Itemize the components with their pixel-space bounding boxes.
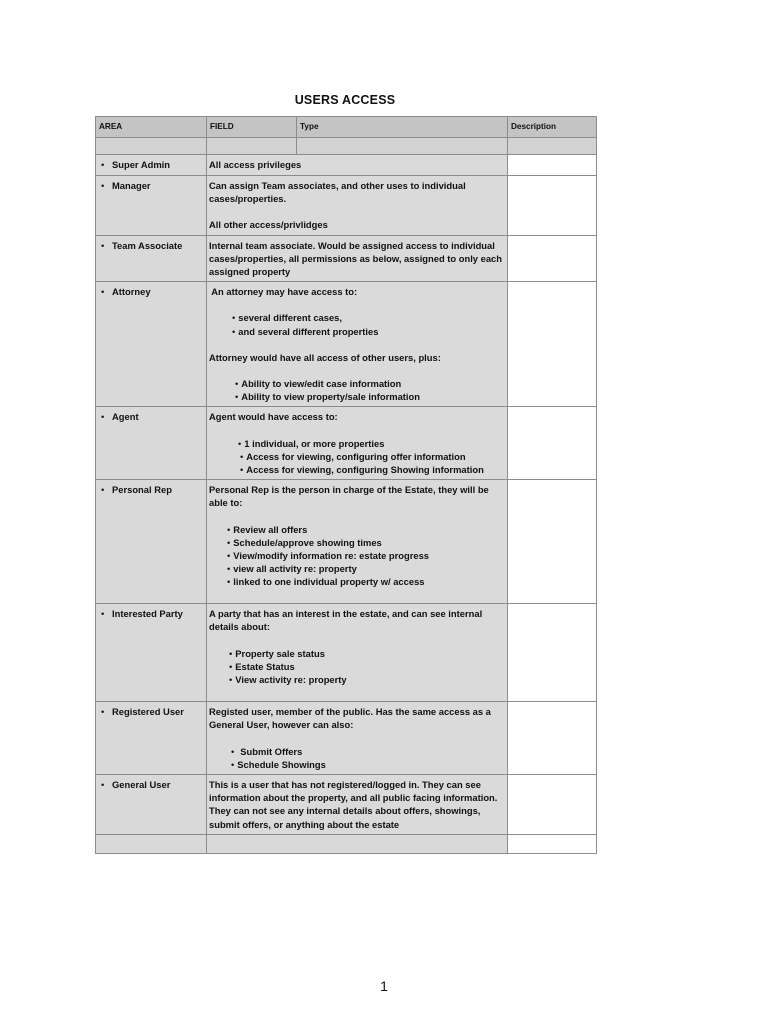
- bullet-icon: •: [229, 674, 233, 686]
- bullet-icon: •: [101, 608, 105, 620]
- bullet-icon: •: [101, 159, 105, 170]
- bullet-icon: •: [229, 647, 233, 659]
- list-item: • several different cases,: [232, 312, 343, 324]
- bullet-icon: •: [231, 745, 235, 757]
- area-label: General User: [112, 779, 171, 791]
- list-item: • Property sale status: [229, 647, 325, 659]
- list-item: • linked to one individual property w/ access: [227, 576, 425, 588]
- area-label: Personal Rep: [112, 484, 172, 496]
- area-cell: [96, 702, 207, 775]
- area-cell: [96, 282, 207, 407]
- area-cell: [96, 604, 207, 702]
- description-cell: [508, 176, 597, 236]
- list-item: • Schedule/approve showing times: [227, 536, 382, 548]
- table-row: [96, 407, 597, 480]
- table-spacer-row: [96, 138, 597, 155]
- table-row: [96, 702, 597, 775]
- bullet-icon: •: [101, 484, 105, 496]
- list-item: • Access for viewing, configuring offer information: [240, 450, 466, 462]
- description-cell: [508, 775, 597, 835]
- field-text: Attorney would have all access of other users, plus:: [209, 351, 441, 363]
- area-cell: [96, 235, 207, 282]
- area-label: Registered User: [112, 706, 184, 718]
- field-cell: [207, 235, 508, 282]
- description-cell: [508, 604, 597, 702]
- field-text: An attorney may have access to:: [209, 286, 358, 298]
- field-cell: [207, 480, 508, 604]
- table-row: [96, 480, 597, 604]
- bullet-icon: •: [101, 411, 105, 423]
- description-cell: [508, 282, 597, 407]
- bullet-icon: •: [227, 550, 231, 562]
- list-item: • View activity re: property: [229, 674, 347, 686]
- users-access-table: [95, 116, 597, 854]
- list-item: • Submit Offers: [231, 745, 303, 757]
- list-item: • Schedule Showings: [231, 758, 326, 770]
- bullet-icon: •: [229, 660, 233, 672]
- bullet-icon: •: [238, 437, 242, 449]
- bullet-icon: •: [240, 450, 244, 462]
- table-row: [96, 282, 597, 407]
- bullet-icon: •: [227, 536, 231, 548]
- page-number: 1: [380, 978, 388, 994]
- header-area: AREA: [96, 117, 207, 138]
- area-cell: [96, 407, 207, 480]
- bullet-icon: •: [101, 286, 105, 298]
- bullet-icon: •: [235, 391, 239, 403]
- header-field: FIELD: [207, 117, 297, 138]
- area-label: Manager: [112, 180, 151, 191]
- description-cell: [508, 702, 597, 775]
- area-cell: [96, 775, 207, 835]
- area-label: Team Associate: [112, 239, 183, 251]
- page-title: USERS ACCESS: [294, 93, 396, 107]
- bullet-icon: •: [101, 706, 105, 718]
- table-row: [96, 235, 597, 282]
- bullet-icon: •: [231, 758, 235, 770]
- list-item: • Ability to view property/sale information: [235, 391, 420, 403]
- header-description: Description: [508, 117, 597, 138]
- bullet-icon: •: [235, 378, 239, 390]
- area-label: Agent: [112, 411, 139, 423]
- area-label: Attorney: [112, 286, 151, 298]
- header-type: Type: [297, 117, 508, 138]
- table-row: [96, 775, 597, 835]
- list-item: • Review all offers: [227, 523, 308, 535]
- table-header-row: [96, 117, 597, 138]
- field-cell: [207, 282, 508, 407]
- list-item: • Access for viewing, configuring Showing information: [240, 464, 484, 476]
- bullet-icon: •: [232, 325, 236, 337]
- description-cell: [508, 155, 597, 176]
- area-cell: [96, 480, 207, 604]
- area-label: Super Admin: [112, 159, 170, 170]
- field-cell: [207, 407, 508, 480]
- bullet-icon: •: [227, 523, 231, 535]
- field-cell: [207, 176, 508, 236]
- area-cell: [96, 155, 207, 176]
- table-empty-row: [96, 834, 597, 853]
- field-text: Internal team associate. Would be assigned access to individual cases/properties, all permissions as below, assigned to only each assigned property: [209, 239, 502, 278]
- list-item: • View/modify information re: estate progress: [227, 550, 430, 562]
- bullet-icon: •: [101, 239, 105, 251]
- bullet-icon: •: [240, 464, 244, 476]
- bullet-icon: •: [101, 180, 105, 191]
- list-item: • Estate Status: [229, 660, 295, 672]
- description-cell: [508, 407, 597, 480]
- field-text: This is a user that has not registered/logged in. They can see information about the property, and all public facing information. They can not see any internal details about offers, showings, submit offers, or anything about the estate: [209, 779, 498, 830]
- description-cell: [508, 235, 597, 282]
- list-item: • view all activity re: property: [227, 563, 357, 575]
- list-item: • and several different properties: [232, 325, 379, 337]
- table-row: [96, 176, 597, 236]
- description-cell: [508, 480, 597, 604]
- field-cell: [207, 604, 508, 702]
- field-cell: [207, 702, 508, 775]
- table-row: [96, 604, 597, 702]
- field-text: A party that has an interest in the estate, and can see internal details about:: [209, 608, 483, 633]
- bullet-icon: •: [101, 779, 105, 791]
- field-text: Personal Rep is the person in charge of the Estate, they will be able to:: [209, 484, 489, 509]
- list-item: • 1 individual, or more properties: [238, 437, 385, 449]
- bullet-icon: •: [232, 312, 236, 324]
- bullet-icon: •: [227, 576, 231, 588]
- field-text: Can assign Team associates, and other uses to individual cases/properties.: [209, 180, 466, 205]
- field-text: All access privileges: [209, 159, 302, 170]
- area-label: Interested Party: [112, 608, 183, 620]
- list-item: • Ability to view/edit case information: [235, 378, 402, 390]
- field-cell: [207, 775, 508, 835]
- area-cell: [96, 176, 207, 236]
- field-text: All other access/privlidges: [209, 219, 328, 231]
- bullet-icon: •: [227, 563, 231, 575]
- table-row: [96, 155, 597, 176]
- field-text: Agent would have access to:: [209, 411, 338, 423]
- field-text: Registed user, member of the public. Has the same access as a General User, however can also:: [209, 706, 491, 731]
- field-cell: [207, 155, 508, 176]
